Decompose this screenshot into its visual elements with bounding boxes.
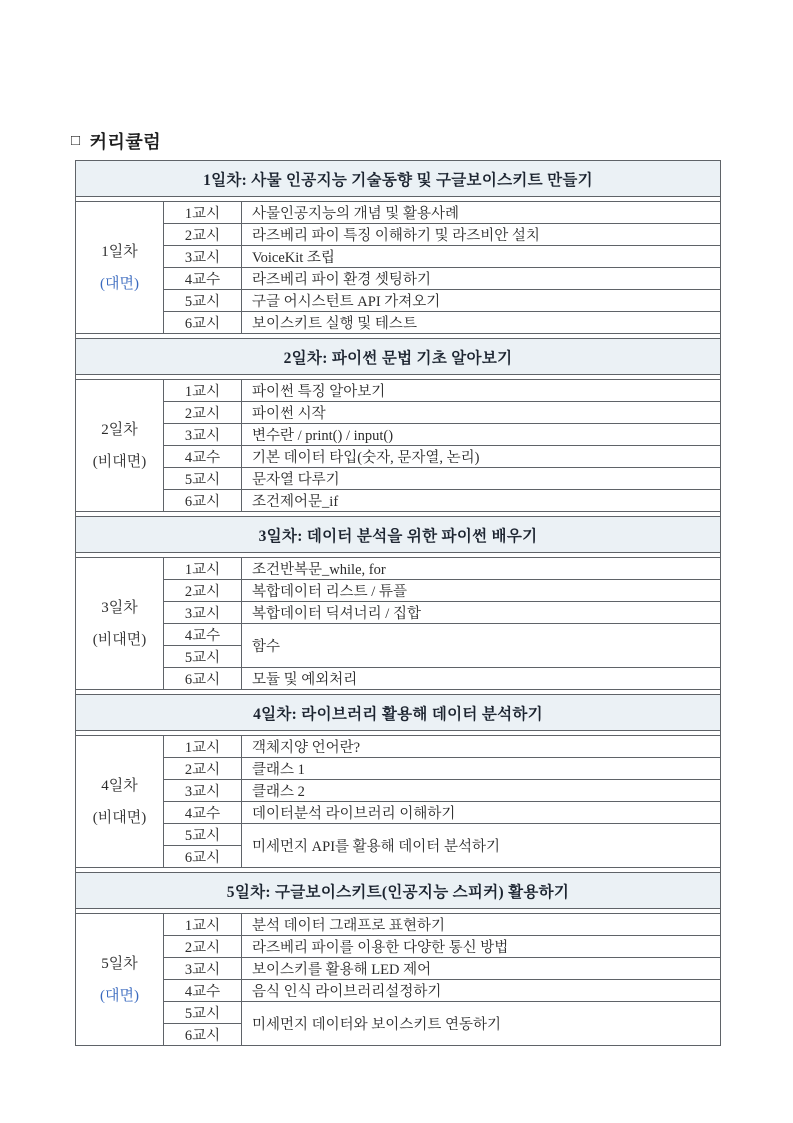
period-cell: 3교시 (164, 246, 242, 268)
topic-cell: 함수 (242, 624, 721, 668)
topic-cell: 변수란 / print() / input() (242, 424, 721, 446)
topic-cell: 모듈 및 예외처리 (242, 668, 721, 690)
period-cell: 4교수 (164, 980, 242, 1002)
page-title (71, 128, 161, 154)
topic-cell: 복합데이터 리스트 / 튜플 (242, 580, 721, 602)
period-cell: 2교시 (164, 402, 242, 424)
period-cell: 1교시 (164, 380, 242, 402)
curriculum-row (76, 202, 721, 224)
page-title-text: 커리큘럼 (89, 132, 162, 152)
topic-cell: 구글 어시스턴트 API 가져오기 (242, 290, 721, 312)
curriculum-row (76, 668, 721, 690)
topic-cell: 조건반복문_while, for (242, 558, 721, 580)
curriculum-row (76, 824, 721, 846)
day-section-header: 3일차: 데이터 분석을 위한 파이썬 배우기 (76, 517, 721, 553)
curriculum-row (76, 224, 721, 246)
curriculum-table-body (76, 161, 721, 1046)
day-mode-label: (비대면) (92, 453, 147, 470)
topic-cell: 데이터분석 라이브러리 이해하기 (242, 802, 721, 824)
period-cell: 4교수 (164, 268, 242, 290)
topic-cell: 라즈베리 파이 환경 셋팅하기 (242, 268, 721, 290)
day-mode-label: (비대면) (92, 809, 147, 826)
topic-cell: 기본 데이터 타입(숫자, 문자열, 논리) (242, 446, 721, 468)
day-mode-label: (대면) (100, 275, 139, 292)
topic-cell: 보이스키트 실행 및 테스트 (242, 312, 721, 334)
day-label: 1일차 (101, 243, 138, 260)
period-cell: 2교시 (164, 224, 242, 246)
period-cell: 3교시 (164, 424, 242, 446)
curriculum-row (76, 602, 721, 624)
day-section-header-row (76, 873, 721, 909)
curriculum-table (75, 160, 721, 1046)
day-label: 3일차 (101, 599, 138, 616)
curriculum-row (76, 490, 721, 512)
topic-cell: 미세먼지 데이터와 보이스키트 연동하기 (242, 1002, 721, 1046)
curriculum-row (76, 246, 721, 268)
curriculum-row (76, 958, 721, 980)
day-label-cell (76, 914, 164, 1046)
period-cell: 6교시 (164, 490, 242, 512)
period-cell: 5교시 (164, 290, 242, 312)
period-cell: 6교시 (164, 312, 242, 334)
day-section-header: 1일차: 사물 인공지능 기술동향 및 구글보이스키트 만들기 (76, 161, 721, 197)
curriculum-row (76, 468, 721, 490)
curriculum-row (76, 312, 721, 334)
curriculum-row (76, 624, 721, 646)
day-label-cell (76, 558, 164, 690)
period-cell: 5교시 (164, 824, 242, 846)
day-label: 5일차 (101, 955, 138, 972)
topic-cell: 보이스키를 활용해 LED 제어 (242, 958, 721, 980)
period-cell: 1교시 (164, 914, 242, 936)
day-section-header-row (76, 517, 721, 553)
curriculum-row (76, 424, 721, 446)
curriculum-row (76, 446, 721, 468)
topic-cell: 분석 데이터 그래프로 표현하기 (242, 914, 721, 936)
day-label: 2일차 (101, 421, 138, 438)
period-cell: 6교시 (164, 1024, 242, 1046)
period-cell: 2교시 (164, 580, 242, 602)
topic-cell: 사물인공지능의 개념 및 활용사례 (242, 202, 721, 224)
day-label-cell (76, 380, 164, 512)
curriculum-row (76, 380, 721, 402)
curriculum-row (76, 914, 721, 936)
curriculum-row (76, 802, 721, 824)
topic-cell: 객체지양 언어란? (242, 736, 721, 758)
topic-cell: 문자열 다루기 (242, 468, 721, 490)
period-cell: 2교시 (164, 758, 242, 780)
topic-cell: 음식 인식 라이브러리설정하기 (242, 980, 721, 1002)
day-label-cell (76, 202, 164, 334)
period-cell: 2교시 (164, 936, 242, 958)
period-cell: 4교수 (164, 446, 242, 468)
topic-cell: 미세먼지 API를 활용해 데이터 분석하기 (242, 824, 721, 868)
day-section-header-row (76, 695, 721, 731)
period-cell: 6교시 (164, 846, 242, 868)
curriculum-row (76, 580, 721, 602)
day-mode-label: (비대면) (92, 631, 147, 648)
day-label-cell (76, 736, 164, 868)
curriculum-row (76, 1002, 721, 1024)
curriculum-row (76, 758, 721, 780)
curriculum-row (76, 268, 721, 290)
topic-cell: 파이썬 시작 (242, 402, 721, 424)
topic-cell: 파이썬 특징 알아보기 (242, 380, 721, 402)
topic-cell: 클래스 1 (242, 758, 721, 780)
day-section-header-row (76, 339, 721, 375)
curriculum-row (76, 558, 721, 580)
day-label: 4일차 (101, 777, 138, 794)
topic-cell: 조건제어문_if (242, 490, 721, 512)
period-cell: 5교시 (164, 468, 242, 490)
curriculum-row (76, 402, 721, 424)
curriculum-row (76, 780, 721, 802)
topic-cell: 클래스 2 (242, 780, 721, 802)
period-cell: 5교시 (164, 646, 242, 668)
square-bullet-icon: □ (71, 131, 81, 149)
period-cell: 3교시 (164, 780, 242, 802)
day-mode-label: (대면) (100, 987, 139, 1004)
period-cell: 3교시 (164, 602, 242, 624)
period-cell: 1교시 (164, 202, 242, 224)
topic-cell: VoiceKit 조립 (242, 246, 721, 268)
day-section-header: 4일차: 라이브러리 활용해 데이터 분석하기 (76, 695, 721, 731)
curriculum-row (76, 736, 721, 758)
day-section-header: 2일차: 파이썬 문법 기초 알아보기 (76, 339, 721, 375)
topic-cell: 라즈베리 파이를 이용한 다양한 통신 방법 (242, 936, 721, 958)
topic-cell: 복합데이터 딕셔너리 / 집합 (242, 602, 721, 624)
period-cell: 6교시 (164, 668, 242, 690)
curriculum-row (76, 290, 721, 312)
topic-cell: 라즈베리 파이 특징 이해하기 및 라즈비안 설치 (242, 224, 721, 246)
day-section-header-row (76, 161, 721, 197)
period-cell: 5교시 (164, 1002, 242, 1024)
period-cell: 4교수 (164, 624, 242, 646)
period-cell: 1교시 (164, 558, 242, 580)
curriculum-row (76, 980, 721, 1002)
period-cell: 4교수 (164, 802, 242, 824)
curriculum-row (76, 936, 721, 958)
period-cell: 1교시 (164, 736, 242, 758)
day-section-header: 5일차: 구글보이스키트(인공지능 스피커) 활용하기 (76, 873, 721, 909)
period-cell: 3교시 (164, 958, 242, 980)
